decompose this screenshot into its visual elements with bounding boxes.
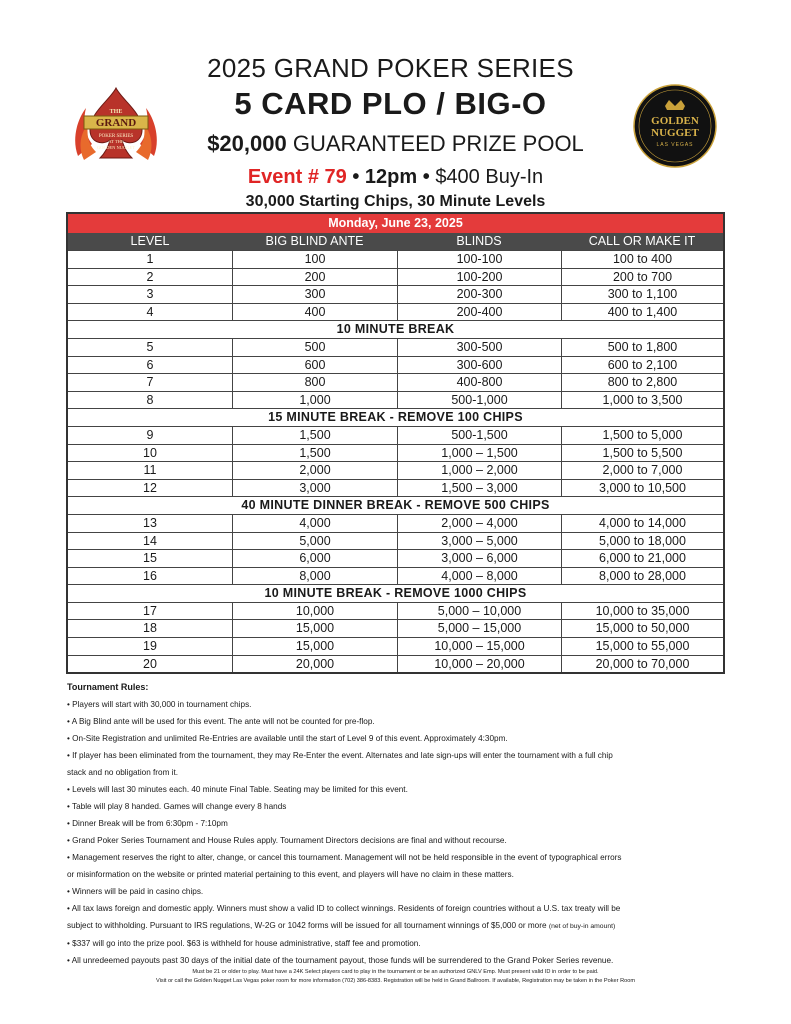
table-row (68, 567, 723, 585)
rule-text: stack and no obligation from it. (67, 768, 179, 777)
table-cell: 1,000 (232, 392, 397, 409)
table-row (68, 426, 723, 444)
rules-title: Tournament Rules: (67, 682, 149, 692)
table-cell: 14 (143, 533, 157, 548)
table-row (68, 356, 723, 374)
guarantee-text: GUARANTEED PRIZE POOL (292, 131, 584, 156)
footer-line: Must be 21 or older to play. Must have a 24K Select players card to play in the tournament or be an authorized GNLV Emp. Must present valid ID in order to be paid. (192, 969, 599, 975)
event-time: 12pm (364, 166, 418, 188)
table-cell: 13 (143, 515, 157, 530)
logo-right-line1: GOLDEN (651, 115, 699, 127)
table-cell: 1 (146, 252, 154, 266)
table-cell: 500 (232, 339, 397, 356)
table-cell: 500 to 1,800 (561, 339, 723, 356)
rule-item (67, 900, 707, 917)
logo-left-top: THE (109, 109, 123, 115)
table-cell: 10,000 – 20,000 (397, 656, 561, 673)
table-cell: 15,000 to 50,000 (561, 620, 723, 637)
table-cell: 7 (146, 375, 154, 390)
table-row (68, 303, 723, 321)
rule-item (67, 935, 707, 952)
event-buyin: $400 Buy-In (435, 166, 544, 188)
table-cell: 6 (146, 357, 154, 372)
rule-item (67, 952, 707, 969)
table-cell: 8 (146, 392, 154, 407)
rule-text: • Players will start with 30,000 in tournament chips. (67, 700, 252, 709)
table-row (68, 532, 723, 550)
table-row (68, 514, 723, 532)
rule-item (67, 764, 707, 781)
table-cell: 9 (146, 427, 154, 442)
table-cell: 1,000 to 3,500 (561, 392, 723, 409)
table-cell: 100 to 400 (561, 251, 723, 268)
table-cell: 4,000 (232, 515, 397, 532)
table-cell: 4 (146, 304, 154, 319)
table-cell: 600 to 2,100 (561, 357, 723, 374)
rule-text: • $337 will go into the prize pool. $63 is withheld for house administrative, staff fee and promotion. (67, 939, 421, 948)
table-cell: 200-300 (397, 286, 561, 303)
table-cell: 5,000 – 10,000 (397, 603, 561, 620)
table-cell: 10,000 (232, 603, 397, 620)
table-row (68, 268, 723, 286)
table-row (68, 285, 723, 303)
table-row (68, 655, 723, 673)
rule-text: • All tax laws foreign and domestic apply. Winners must show a valid ID to collect winnings. Residents of foreign countries without a U.S. tax treaty will be (67, 904, 621, 913)
rules-list (67, 696, 707, 969)
table-cell: 600 (232, 357, 397, 374)
break-row: 40 MINUTE DINNER BREAK - REMOVE 500 CHIPS (68, 496, 723, 514)
table-row (68, 619, 723, 637)
table-cell: 2 (146, 269, 154, 284)
table-cell: 200-400 (397, 304, 561, 321)
table-cell: 800 (232, 374, 397, 391)
table-cell: 300-600 (397, 357, 561, 374)
rule-text: • Table will play 8 handed. Games will change every 8 hands (67, 802, 287, 811)
logo-left-line3: GOLDEN NUGGET (96, 145, 136, 150)
rule-text: • If player has been eliminated from the tournament, they may Re-Enter the event. Alternates and late sign-ups will enter the tournament with a full chip (67, 751, 613, 760)
logo-right-line3: LAS VEGAS (656, 142, 694, 148)
series-title: 2025 GRAND POKER SERIES (207, 53, 574, 83)
rule-item (67, 747, 707, 764)
rule-text: or misinformation on the website or printed material pertaining to this event, and players will have no claim in these matters. (67, 870, 514, 879)
table-cell: 3,000 to 10,500 (561, 480, 723, 497)
table-cell: 400 (232, 304, 397, 321)
separator: • (422, 166, 430, 188)
table-cell: 1,500 to 5,500 (561, 445, 723, 462)
table-cell: 5,000 to 18,000 (561, 533, 723, 550)
footer (0, 968, 791, 986)
table-cell: 1,000 – 1,500 (397, 445, 561, 462)
break-row: 10 MINUTE BREAK (68, 320, 723, 338)
event-number: Event # 79 (247, 166, 347, 188)
table-cell: 3,000 – 5,000 (397, 533, 561, 550)
table-cell: 10 (143, 445, 157, 460)
table-cell: 10,000 – 15,000 (397, 638, 561, 655)
table-cell: 800 to 2,800 (561, 374, 723, 391)
table-row (68, 373, 723, 391)
table-cell: 400 to 1,400 (561, 304, 723, 321)
table-cell: 100-100 (397, 251, 561, 268)
table-cell: 100 (232, 251, 397, 268)
table-cell: 1,000 – 2,000 (397, 462, 561, 479)
rule-item (67, 866, 707, 883)
table-cell: 300 (232, 286, 397, 303)
rule-text: • Management reserves the right to alter, change, or cancel this tournament. Management will not be held responsible in the event of typographical errors (67, 853, 622, 862)
break-row: 15 MINUTE BREAK - REMOVE 100 CHIPS (68, 408, 723, 426)
column-header: BLINDS (456, 234, 502, 248)
rule-text: • A Big Blind ante will be used for this event. The ante will not be counted for pre-flop. (67, 717, 375, 726)
table-cell: 12 (143, 480, 157, 495)
blind-structure-table (66, 212, 725, 674)
rule-text: subject to withholding. Pursuant to IRS regulations, W-2G or 1042 forms will be issued for all tournament winnings of $5,000 or more (67, 921, 547, 930)
table-row (68, 637, 723, 655)
logo-left-line1: POKER SERIES (98, 134, 134, 139)
event-subtitle: 30,000 Starting Chips, 30 Minute Levels (245, 193, 546, 210)
rule-item (67, 781, 707, 798)
logo-left-line2: AT THE (108, 139, 124, 144)
table-cell: 2,000 (232, 462, 397, 479)
table-cell: 19 (143, 639, 157, 654)
table-row (68, 602, 723, 620)
table-cell: 3 (146, 287, 154, 302)
guarantee-amount: $20,000 (207, 131, 287, 156)
rule-item (67, 917, 707, 935)
net-note: (net of buy-in amount) (548, 923, 616, 930)
table-cell: 5,000 – 15,000 (397, 620, 561, 637)
event-date: Monday, June 23, 2025 (68, 214, 723, 233)
table-row (68, 250, 723, 268)
table-cell: 8,000 (232, 568, 397, 585)
table-cell: 15 (143, 551, 157, 566)
rule-text: • Levels will last 30 minutes each. 40 minute Final Table. Seating may be limited for this event. (67, 785, 408, 794)
table-cell: 1,500 – 3,000 (397, 480, 561, 497)
table-cell: 3,000 (232, 480, 397, 497)
table-cell: 10,000 to 35,000 (561, 603, 723, 620)
table-cell: 20,000 (232, 656, 397, 673)
game-title: 5 CARD PLO / BIG-O (234, 86, 547, 121)
table-cell: 20,000 to 70,000 (561, 656, 723, 673)
column-header: BIG BLIND ANTE (265, 234, 364, 248)
separator: • (352, 166, 360, 188)
table-row (68, 391, 723, 409)
rule-item (67, 849, 707, 866)
table-cell: 18 (143, 621, 157, 636)
table-row (68, 549, 723, 567)
table-cell: 300 to 1,100 (561, 286, 723, 303)
rule-item (67, 815, 707, 832)
table-cell: 5 (146, 339, 154, 354)
table-cell: 6,000 to 21,000 (561, 550, 723, 567)
guarantee-line (0, 131, 791, 157)
rule-text: • On-Site Registration and unlimited Re-Entries are available until the start of Level 9 of this event. Approximately 4:30pm. (67, 734, 508, 743)
table-cell: 300-500 (397, 339, 561, 356)
table-row (68, 479, 723, 497)
rule-item (67, 798, 707, 815)
table-body (68, 250, 723, 672)
event-line (0, 166, 791, 189)
table-cell: 4,000 to 14,000 (561, 515, 723, 532)
table-cell: 2,000 to 7,000 (561, 462, 723, 479)
table-cell: 1,500 (232, 427, 397, 444)
table-cell: 100-200 (397, 269, 561, 286)
rule-item (67, 696, 707, 713)
table-cell: 500-1,500 (397, 427, 561, 444)
table-row (68, 461, 723, 479)
rule-text: • Grand Poker Series Tournament and House Rules apply. Tournament Directors decisions are final and without recourse. (67, 836, 507, 845)
column-header: CALL OR MAKE IT (588, 234, 696, 248)
table-cell: 200 (232, 269, 397, 286)
table-cell: 15,000 (232, 638, 397, 655)
table-cell: 16 (143, 568, 157, 583)
table-cell: 1,500 (232, 445, 397, 462)
table-cell: 17 (143, 603, 157, 618)
table-cell: 400-800 (397, 374, 561, 391)
rule-item (67, 713, 707, 730)
table-header (68, 233, 723, 250)
rule-item (67, 730, 707, 747)
table-cell: 6,000 (232, 550, 397, 567)
rule-item (67, 883, 707, 900)
table-cell: 15,000 to 55,000 (561, 638, 723, 655)
table-cell: 5,000 (232, 533, 397, 550)
rule-item (67, 832, 707, 849)
table-cell: 8,000 to 28,000 (561, 568, 723, 585)
rule-text: • All unredeemed payouts past 30 days of the initial date of the tournament payout, those funds will be surrendered to the Grand Poker Series revenue. (67, 956, 614, 965)
logo-right-line2: NUGGET (651, 127, 699, 139)
table-cell: 500-1,000 (397, 392, 561, 409)
rule-text: • Dinner Break will be from 6:30pm - 7:10pm (67, 819, 228, 828)
column-header: LEVEL (130, 234, 170, 248)
logo-left-name: GRAND (95, 117, 137, 129)
tournament-rules (67, 679, 707, 969)
table-cell: 200 to 700 (561, 269, 723, 286)
footer-line: Visit or call the Golden Nugget Las Vegas poker room for more information (702) 386-8383. Registration will be held in Grand Ballroom. If available, Registration may be taken in the Poker Room (155, 978, 636, 984)
rule-text: • Winners will be paid in casino chips. (67, 887, 204, 896)
table-cell: 15,000 (232, 620, 397, 637)
break-row: 10 MINUTE BREAK - REMOVE 1000 CHIPS (68, 584, 723, 602)
table-cell: 11 (143, 463, 157, 478)
table-cell: 4,000 – 8,000 (397, 568, 561, 585)
table-cell: 3,000 – 6,000 (397, 550, 561, 567)
table-cell: 20 (143, 656, 157, 671)
table-row (68, 338, 723, 356)
table-cell: 2,000 – 4,000 (397, 515, 561, 532)
table-row (68, 444, 723, 462)
table-cell: 1,500 to 5,000 (561, 427, 723, 444)
